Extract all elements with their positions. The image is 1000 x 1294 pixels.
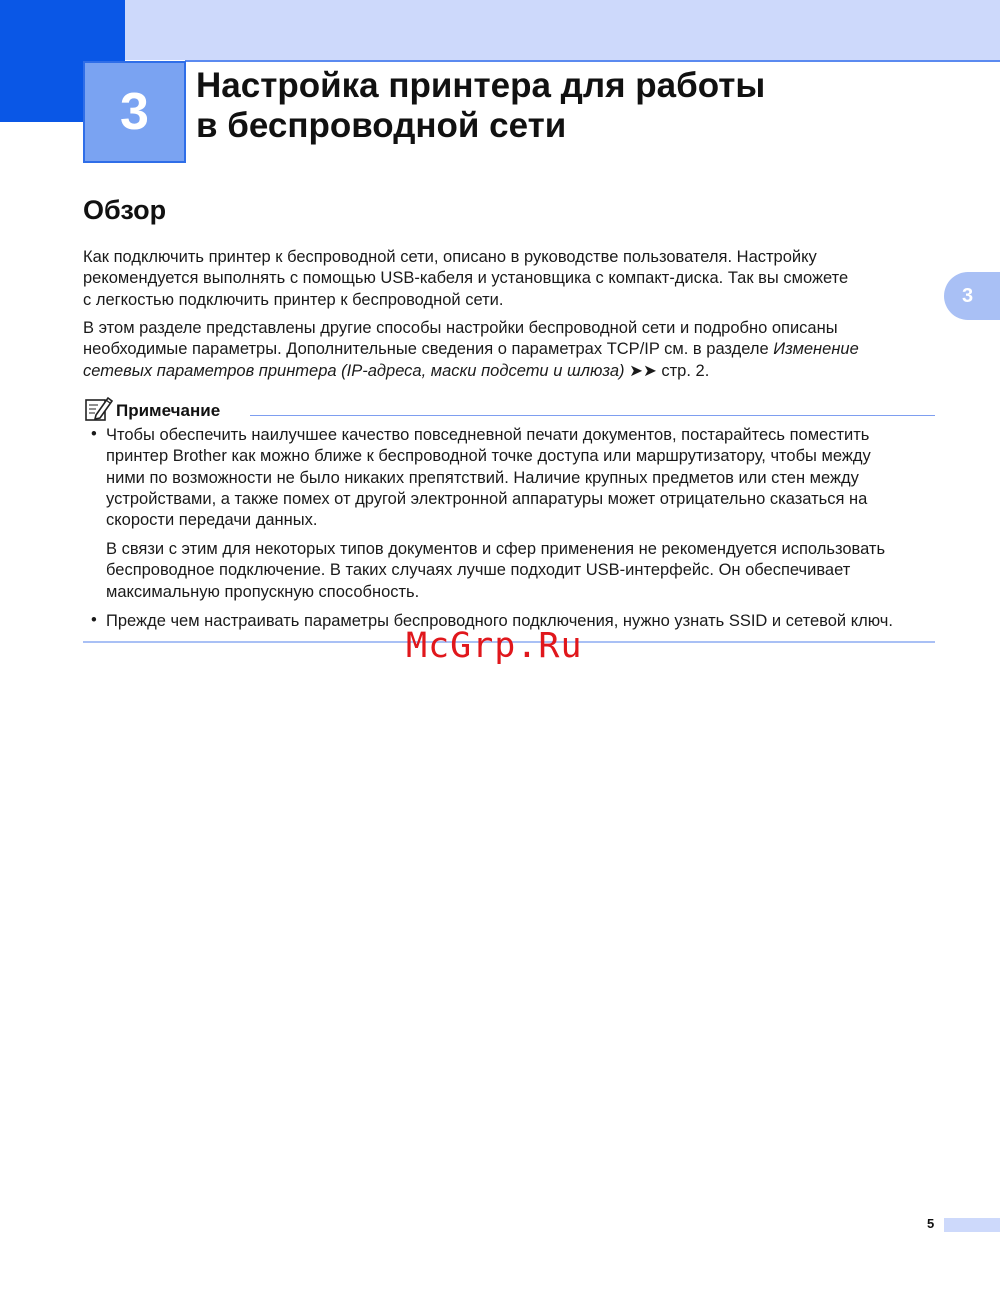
note-title: Примечание [116, 401, 221, 420]
note-bullet-1: • [91, 425, 97, 443]
note-item-1-line-4: устройствами, а также помех от другой электронной аппаратуры может отрицательно сказаться на [106, 489, 868, 508]
details-line-2-text: необходимые параметры. Дополнительные сведения о параметрах TCP/IP см. в разделе [83, 340, 774, 359]
chapter-number-box [83, 61, 186, 163]
chapter-title [196, 66, 765, 146]
note-item-1-line-3: ними по возможности не было никаких препятствий. Наличие крупных предметов или стен между [106, 468, 859, 487]
note-pencil-icon [84, 395, 113, 422]
note-divider-top [250, 415, 935, 416]
cross-reference-link-start[interactable]: Изменение [773, 340, 859, 359]
details-paragraph [83, 318, 943, 382]
note-item-1-continuation [106, 539, 946, 603]
intro-line-1: Как подключить принтер к беспроводной сети, описано в руководстве пользователя. Настройку [83, 248, 817, 266]
note-item-2-line-1: Прежде чем настраивать параметры беспроводного подключения, нужно узнать SSID и сетевой ключ. [106, 612, 893, 630]
page-reference: стр. 2. [661, 361, 710, 380]
intro-line-2: рекомендуется выполнять с помощью USB-кабеля и установщика с компакт-диска. Так вы сможете [83, 269, 849, 288]
details-line-1: В этом разделе представлены другие способы настройки беспроводной сети и подробно описаны [83, 319, 838, 337]
note-bullet-2: • [91, 611, 97, 629]
note-item-1-line-2: принтер Brother как можно ближе к беспроводной точке доступа или маршрутизатору, чтобы между [106, 447, 871, 466]
chapter-number: 3 [120, 83, 149, 141]
side-tab-label: 3 [962, 284, 974, 307]
header-band-line [185, 60, 1000, 62]
page-number-bar [944, 1218, 1000, 1232]
watermark: McGrp.Ru [406, 626, 583, 666]
intro-line-3: с легкостью подключить принтер к беспроводной сети. [83, 290, 504, 309]
note-item-1-cont-line-2: беспроводное подключение. В таких случаях лучше подходит USB-интерфейс. Он обеспечивает [106, 561, 851, 580]
page-number: 5 [927, 1216, 935, 1231]
note-item-1 [106, 425, 946, 531]
details-line-3 [83, 361, 943, 382]
intro-paragraph [83, 247, 943, 311]
note-item-1-cont-line-1: В связи с этим для некоторых типов документов и сфер применения не рекомендуется использовать [106, 540, 886, 558]
section-heading: Обзор [83, 195, 167, 225]
header-band [125, 0, 1000, 60]
double-arrow-icon: ➤➤ [624, 361, 662, 380]
note-item-1-line-1: Чтобы обеспечить наилучшее качество повседневной печати документов, постарайтесь поместить [106, 426, 870, 444]
cross-reference-link[interactable]: сетевых параметров принтера (IP-адреса, маски подсети и шлюза) [83, 361, 625, 380]
note-item-1-line-5: скорости передачи данных. [106, 511, 318, 530]
chapter-title-line-1: Настройка принтера для работы [196, 66, 766, 105]
details-line-2 [83, 339, 943, 360]
note-item-1-cont-line-3: максимальную пропускную способность. [106, 582, 420, 601]
chapter-side-tab [944, 272, 1000, 320]
chapter-title-line-2: в беспроводной сети [196, 106, 567, 145]
